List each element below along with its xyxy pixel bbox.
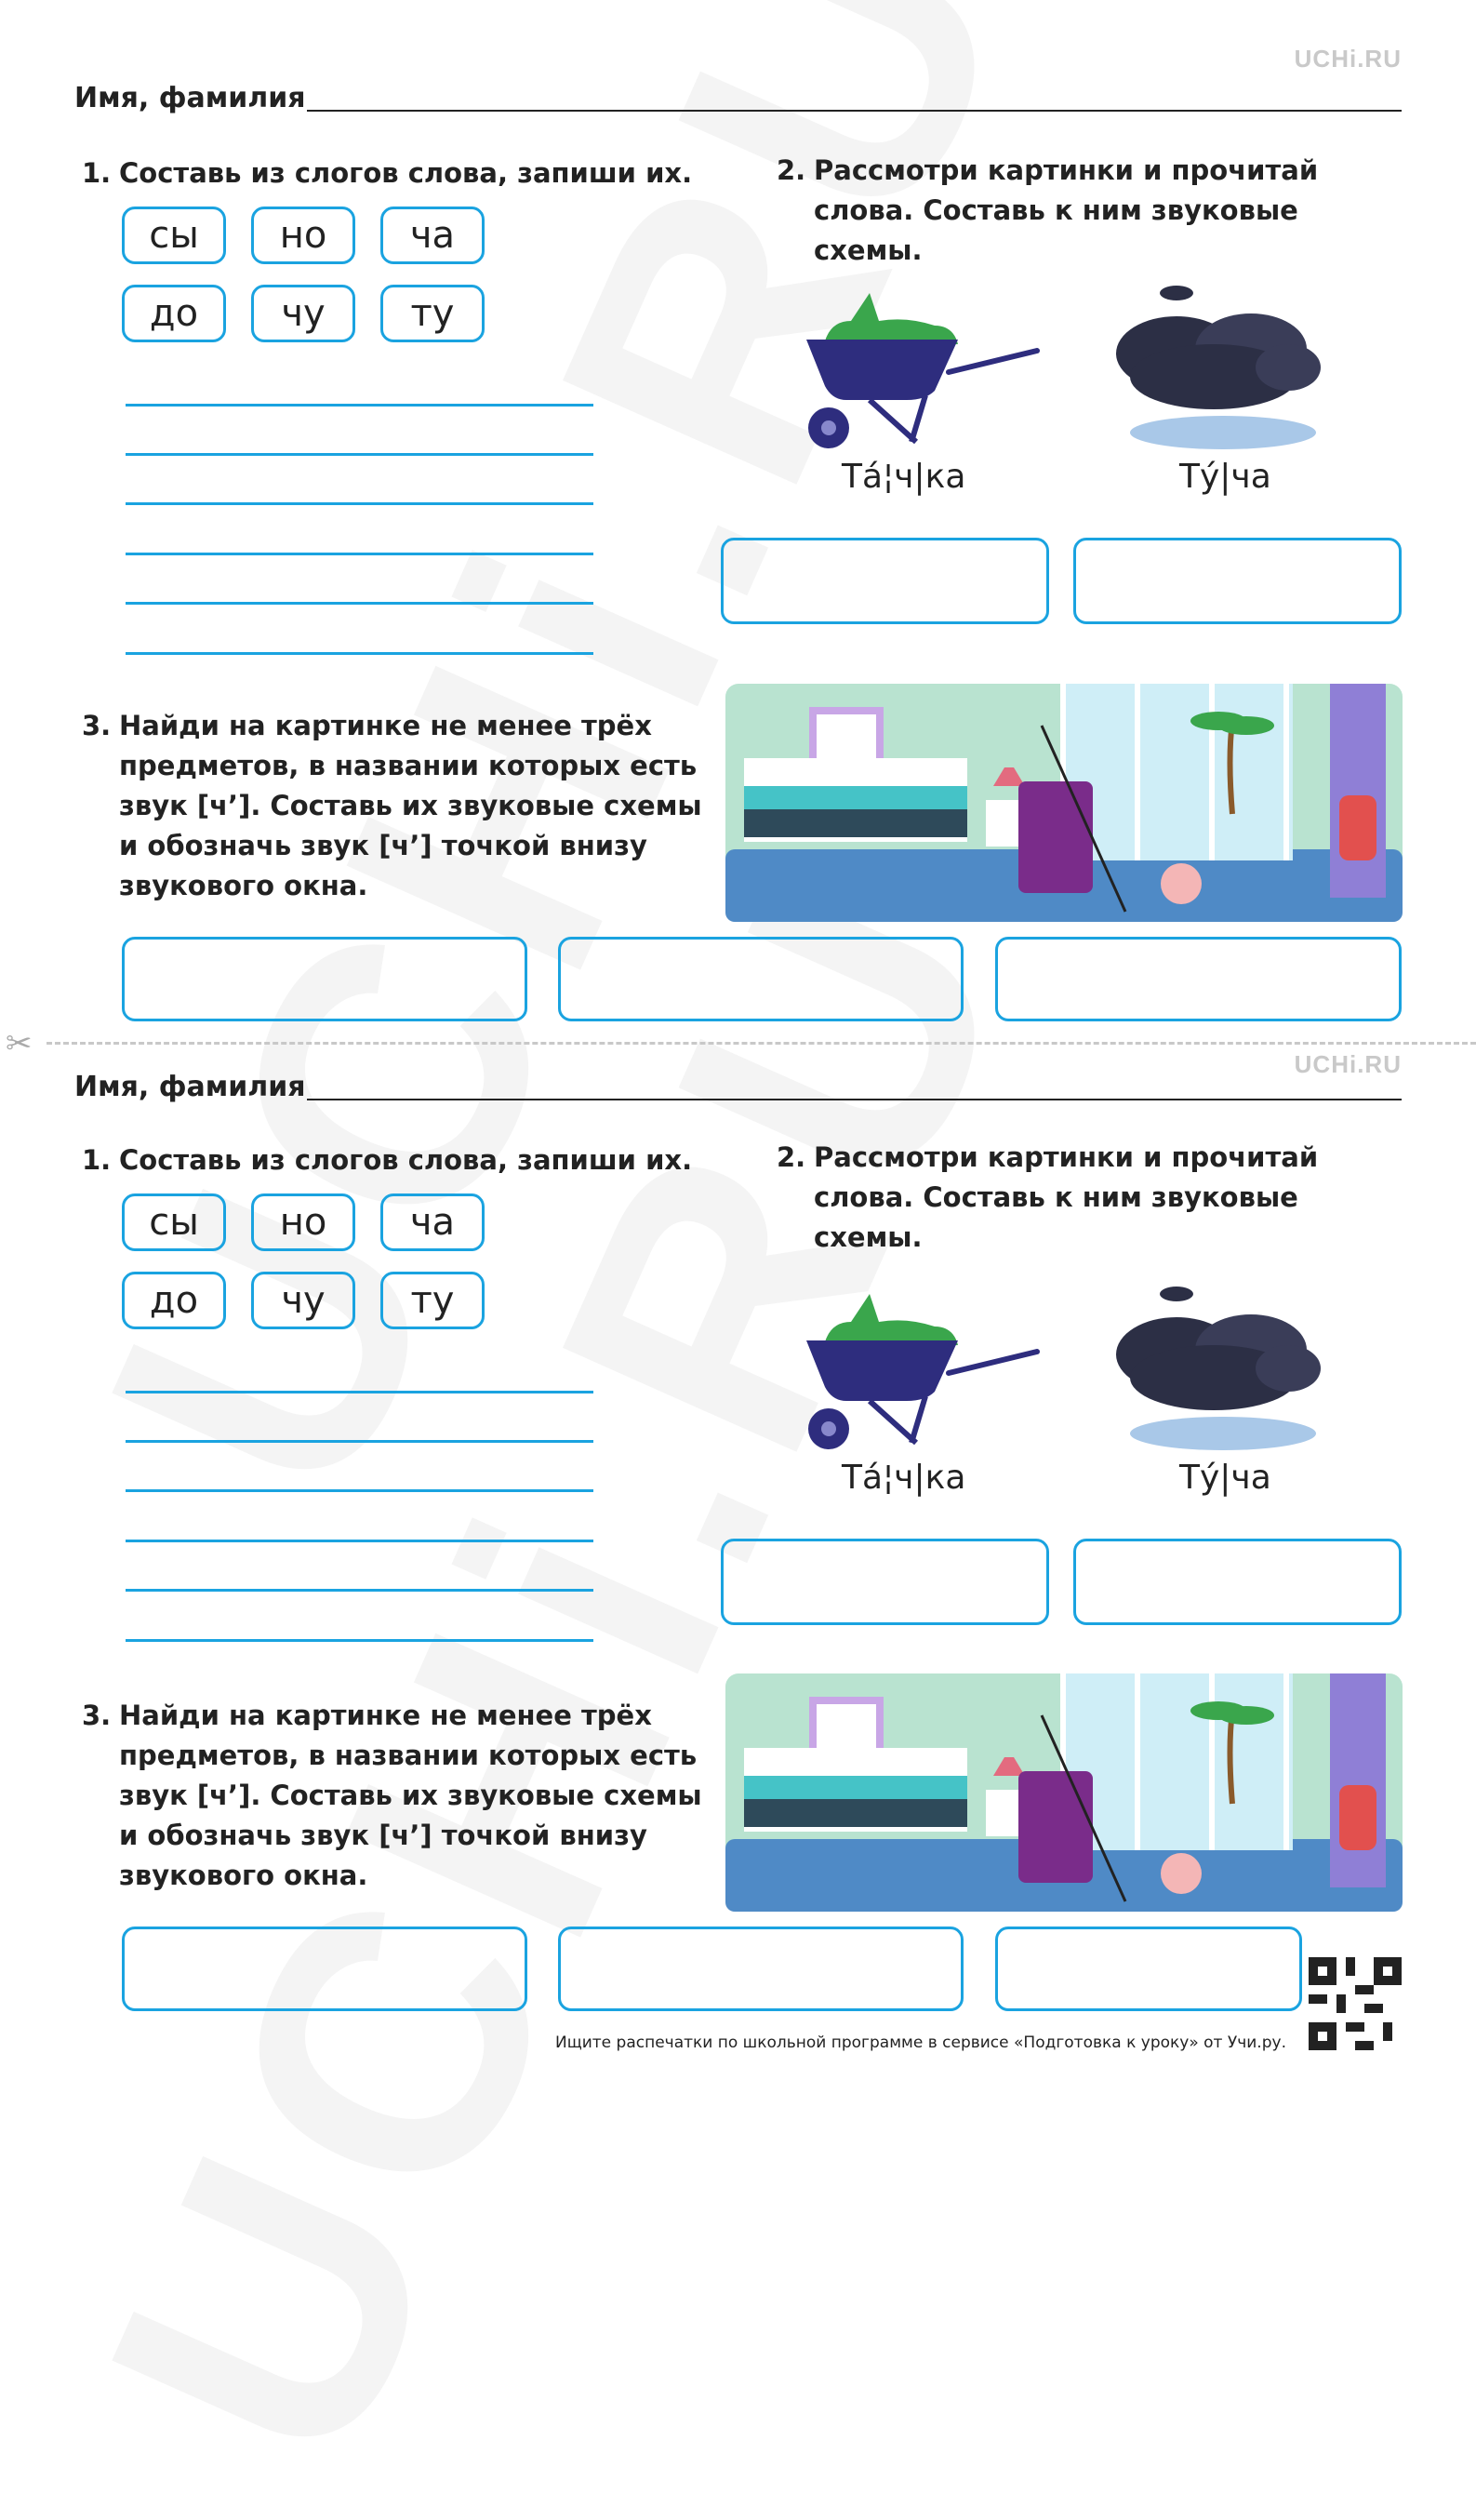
answer-line[interactable]: [126, 404, 593, 407]
answer-line[interactable]: [126, 652, 593, 655]
scissors-icon: ✂: [6, 1025, 33, 1062]
sound-scheme-box[interactable]: [721, 538, 1049, 624]
answer-line[interactable]: [126, 1489, 593, 1492]
room-illustration: [725, 1673, 1403, 1912]
room-illustration: [725, 684, 1403, 922]
syllable-card: но: [251, 207, 355, 264]
name-input-line[interactable]: [307, 1099, 1402, 1100]
worksheet-bottom: [0, 989, 1476, 1993]
word-tucha: Ту́|ча: [1179, 458, 1271, 496]
answer-line[interactable]: [126, 1540, 593, 1542]
answer-line[interactable]: [126, 453, 593, 456]
name-label: Имя, фамилия: [74, 82, 306, 114]
name-label: Имя, фамилия: [74, 1071, 306, 1103]
answer-line[interactable]: [126, 1391, 593, 1393]
word-tucha: Ту́|ча: [1179, 1459, 1271, 1497]
syllable-card: ча: [380, 207, 485, 264]
answer-line[interactable]: [126, 1440, 593, 1443]
answer-line[interactable]: [126, 553, 593, 555]
task2-title: 2. Рассмотри картинки и прочитай слова. Составь к ним звуковые схемы.: [777, 154, 1319, 266]
worksheet-top: [0, 0, 1476, 1005]
syllable-card: до: [122, 1272, 226, 1329]
qr-code: [1309, 1957, 1402, 2050]
wheelbarrow-illustration: [795, 1285, 1046, 1452]
answer-line[interactable]: [126, 502, 593, 505]
brand-logo: UCHi.RU: [1294, 45, 1402, 73]
cloud-illustration: [1111, 1285, 1330, 1452]
task2-title: 2. Рассмотри картинки и прочитай слова. Составь к ним звуковые схемы.: [777, 1141, 1319, 1253]
syllable-card: ча: [380, 1193, 485, 1251]
syllable-card: ту: [380, 1272, 485, 1329]
task3-title: 3. Найди на картинке не менее трёх предметов, в названии которых есть звук [ч’]. Составь их звуковые схемы и обозначь звук [ч’] точкой внизу звукового окна.: [82, 1700, 702, 1891]
syllable-card: чу: [251, 285, 355, 342]
task1-title: 1. Составь из слогов слова, запиши их.: [82, 157, 693, 189]
task3-title: 3. Найди на картинке не менее трёх предметов, в названии которых есть звук [ч’]. Составь их звуковые схемы и обозначь звук [ч’] точкой внизу звукового окна.: [82, 710, 702, 901]
name-input-line[interactable]: [307, 110, 1402, 112]
sound-scheme-box[interactable]: [721, 1539, 1049, 1625]
word-tachka: Та́¦ч|ка: [842, 458, 966, 496]
answer-line[interactable]: [126, 1589, 593, 1592]
wheelbarrow-illustration: [795, 284, 1046, 451]
sound-scheme-box[interactable]: [1073, 1539, 1402, 1625]
syllable-card: сы: [122, 1193, 226, 1251]
sound-scheme-box[interactable]: [122, 1927, 527, 2011]
syllable-card: ту: [380, 285, 485, 342]
task1-title: 1. Составь из слогов слова, запиши их.: [82, 1144, 693, 1176]
syllable-card: до: [122, 285, 226, 342]
word-tachka: Та́¦ч|ка: [842, 1459, 966, 1497]
sound-scheme-box[interactable]: [1073, 538, 1402, 624]
syllable-card: чу: [251, 1272, 355, 1329]
brand-logo: UCHi.RU: [1294, 1050, 1402, 1078]
sound-scheme-box[interactable]: [558, 1927, 964, 2011]
sound-scheme-box[interactable]: [995, 1927, 1302, 2011]
footer-text: Ищите распечатки по школьной программе в сервисе «Подготовка к уроку» от Учи.ру.: [555, 2033, 1286, 2052]
answer-line[interactable]: [126, 1639, 593, 1642]
syllable-card: сы: [122, 207, 226, 264]
syllable-card: но: [251, 1193, 355, 1251]
answer-line[interactable]: [126, 602, 593, 605]
cloud-illustration: [1111, 284, 1330, 451]
